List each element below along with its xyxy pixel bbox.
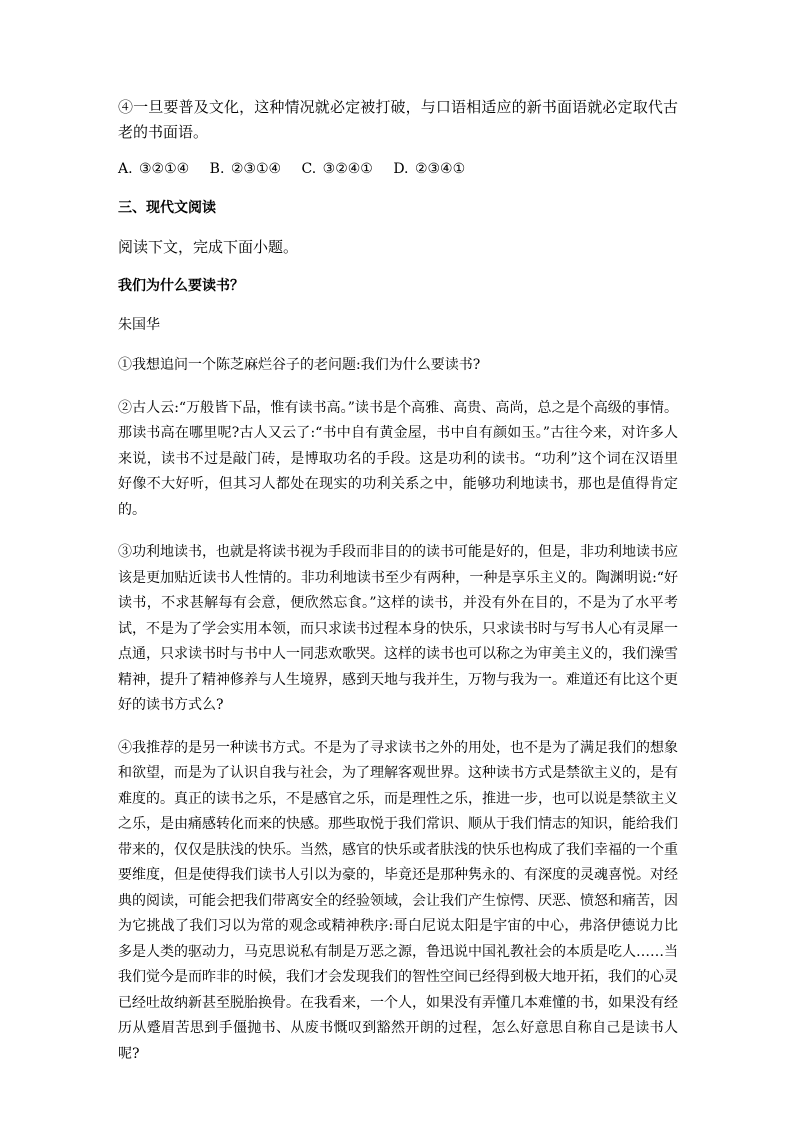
- option-d: D. ②③④①: [393, 161, 466, 177]
- article-paragraph-1: ①我想追问一个陈芝麻烂谷子的老问题:我们为什么要读书?: [118, 357, 481, 373]
- answer-options: [118, 158, 678, 180]
- article-paragraph-3: ③功利地读书，也就是将读书视为手段而非目的的读书可能是好的，但是，非功利地读书应该是更加贴近读书人性情的。非功利地读书至少有两种，一种是享乐主义的。陶渊明说:“好读书，不求甚解每有会意，便欣然忘食。”这样的读书，并没有外在目的，不是为了水平考试，不是为了学会实用本领，而只求读书过程本身的快乐，只求读书时与写书人心有灵犀一点通，只求读书时与书中人一同悲欢歌哭。这样的读书也可以称之为审美主义的，我们澡雪精神，提升了精神修养与人生境界，感到天地与我并生，万物与我为一。难道还有比这个更好的读书方式么?: [118, 544, 678, 713]
- document-content: [118, 95, 678, 1067]
- option-b: B. ②③①④: [209, 161, 282, 177]
- option-a: A. ③②①④: [118, 161, 190, 177]
- article-title: 我们为什么要读书？: [118, 278, 244, 294]
- article-author: 朱国华: [118, 317, 160, 333]
- instruction: 阅读下文，完成下面小题。: [118, 238, 299, 256]
- question-item-4: ④一旦要普及文化，这种情况就必定被打破，与口语相适应的新书面语就必定取代古老的书面语。: [118, 98, 678, 141]
- article-paragraph-2: ②古人云:“万般皆下品，惟有读书高。”读书是个高雅、高贵、高尚，总之是个高级的事情。那读书高在哪里呢?古人又云了:“书中自有黄金屋，书中自有颜如玉。”古往今来，对许多人来说，读书不过是敲门砖，是博取功名的手段。这是功利的读书。“功利”这个词在汉语里好像不大好听，但其习人都处在现实的功利关系之中，能够功利地读书，那也是值得肯定的。: [118, 399, 678, 518]
- article-paragraph-4: ④我推荐的是另一种读书方式。不是为了寻求读书之外的用处，也不是为了满足我们的想象和欲望，而是为了认识自我与社会，为了理解客观世界。这种读书方式是禁欲主义的，是有难度的。真正的读书之乐，不是感官之乐，而是理性之乐，推进一步，也可以说是禁欲主义之乐，是由痛感转化而来的快感。那些取悦于我们常识、顺从于我们情志的知识，能给我们带来的，仅仅是肤浅的快乐。当然，感官的快乐或者肤浅的快乐也构成了我们幸福的一个重要维度，但是使得我们读书人引以为豪的，毕竟还是那种隽永的、有深度的灵魂喜悦。对经典的阅读，可能会把我们带离安全的经验领域，会让我们产生惊愕、厌恶、愤怒和痛苦，因为它挑战了我们习以为常的观念或精神秩序:哥白尼说太阳是宇宙的中心，弗洛伊德说力比多是人类的驱动力，马克思说私有制是万恶之源，鲁迅说中国礼教社会的本质是吃人……当我们觉今是而昨非的时候，我们才会发现我们的智性空间已经得到极大地开拓，我们的心灵已经吐故纳新甚至脱胎换骨。在我看来，一个人，如果没有弄懂几本难懂的书，如果没有经历从蹙眉苦思到手僵抛书、从废书慨叹到豁然开朗的过程，怎么好意思自称自己是读书人呢?: [118, 739, 678, 1062]
- section-title: 三、现代文阅读: [118, 200, 216, 216]
- option-c: C. ③②④①: [301, 161, 373, 177]
